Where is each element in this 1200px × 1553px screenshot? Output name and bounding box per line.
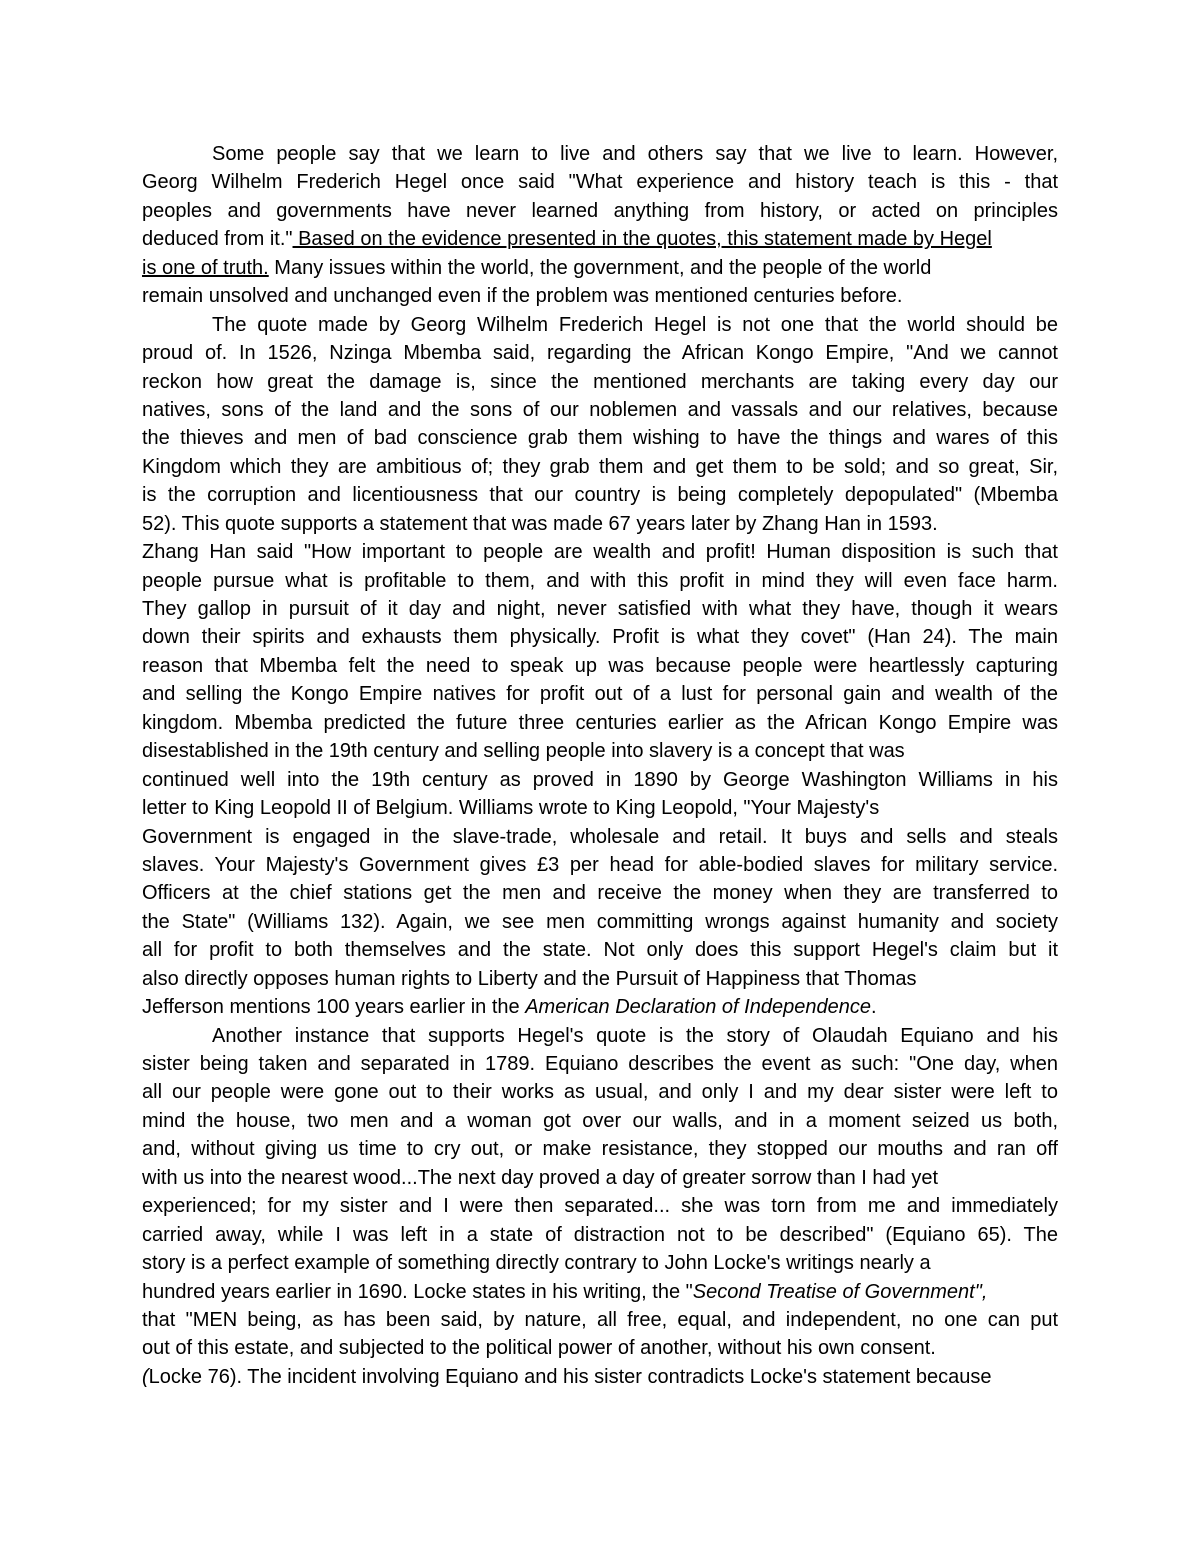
text-line: [142, 368, 1058, 396]
text-line: [142, 680, 1058, 708]
text-run: reckon how great the damage is, since the mentioned merchants are taking every day our: [142, 370, 1058, 393]
text-line: [142, 879, 1058, 907]
text-run: natives, sons of the land and the sons of our noblemen and vassals and our relatives, because: [142, 398, 1058, 421]
text-line: [142, 652, 1058, 680]
text-run: They gallop in pursuit of it day and night, never satisfied with what they have, though it wears: [142, 598, 1058, 620]
text-line: [142, 1022, 1058, 1050]
text-run: Zhang Han said "How important to people are wealth and profit! Human disposition is such that: [142, 541, 1058, 564]
text-run: down their spirits and exhausts them physically. Profit is what they covet" (Han 24). The main: [142, 626, 1058, 649]
text-run: kingdom. Mbemba predicted the future three centuries earlier as the African Kongo Empire was: [142, 711, 1058, 734]
text-run: people pursue what is profitable to them, and with this profit in mind they will even face harm.: [142, 569, 1058, 592]
text-run: experienced; for my sister and I were then separated... she was torn from me and immediately: [142, 1195, 1058, 1218]
text-line: [142, 538, 1058, 566]
text-line: [142, 1050, 1058, 1078]
text-line: [142, 282, 1058, 310]
text-line: [142, 1221, 1058, 1249]
text-run: 52). This quote supports a statement that was made 67 years later by Zhang Han in 1593.: [142, 512, 938, 535]
text-line: [142, 794, 1058, 822]
text-run: out of this estate, and subjected to the political power of another, without his own consent.: [142, 1337, 936, 1360]
text-run: Government is engaged in the slave-trade, wholesale and retail. It buys and sells and steals: [142, 825, 1058, 848]
text-line: [142, 1306, 1058, 1334]
text-line: [142, 453, 1058, 481]
text-run: Jefferson mentions 100 years earlier in the: [142, 996, 526, 1019]
text-run: Locke 76). The incident involving Equiano and his sister contradicts Locke's statement because: [148, 1365, 992, 1388]
text-run: .: [870, 996, 877, 1019]
text-run: that "MEN being, as has been said, by nature, all free, equal, and independent, no one can put: [142, 1308, 1058, 1331]
text-run: and selling the Kongo Empire natives for profit out of a lust for personal gain and wealth of the: [142, 683, 1058, 706]
text-run: Some people say that we learn to live and others say that we live to learn. However,: [212, 143, 1058, 165]
text-run: and, without giving us time to cry out, or make resistance, they stopped our mouths and ran off: [142, 1138, 1058, 1161]
text-line: [142, 1334, 1058, 1362]
text-line: [142, 168, 1058, 196]
text-run: Kingdom which they are ambitious of; they grab them and get them to be sold; and so great, Sir,: [142, 455, 1058, 478]
text-line: [142, 1107, 1058, 1135]
text-line: [142, 339, 1058, 367]
text-line: [142, 936, 1058, 964]
text-run: with us into the nearest wood...The next day proved a day of greater sorrow than I had yet: [142, 1166, 939, 1189]
text-run: hundred years earlier in 1690. Locke states in his writing, the ": [142, 1280, 693, 1303]
text-run: all our people were gone out to their works as usual, and only I and my dear sister were left to: [142, 1081, 1058, 1104]
text-line: [142, 424, 1058, 452]
text-run: story is a perfect example of something directly contrary to John Locke's writings nearly a: [142, 1252, 931, 1275]
text-run: The quote made by Georg Wilhelm Frederich Hegel is not one that the world should be: [212, 313, 1058, 336]
text-run: reason that Mbemba felt the need to speak up was because people were heartlessly capturing: [142, 654, 1058, 677]
text-line: [142, 1249, 1058, 1277]
text-line: [142, 1135, 1058, 1163]
text-run: continued well into the 19th century as proved in 1890 by George Washington Williams in his: [142, 768, 1058, 791]
text-line: [142, 197, 1058, 225]
text-run: all for profit to both themselves and the state. Not only does this support Hegel's claim but it: [142, 939, 1058, 962]
text-run: mind the house, two men and a woman got over our walls, and in a moment seized us both,: [142, 1109, 1058, 1132]
italic-title: American Declaration of Independence: [525, 996, 871, 1019]
text-run: also directly opposes human rights to Liberty and the Pursuit of Happiness that Thomas: [142, 967, 917, 990]
text-run: Georg Wilhelm Frederich Hegel once said "What experience and history teach is this - that: [142, 171, 1058, 194]
text-line: [142, 993, 1058, 1021]
text-line: [142, 481, 1058, 509]
text-run: proud of. In 1526, Nzinga Mbemba said, regarding the African Kongo Empire, "And we cannot: [142, 342, 1058, 365]
text-line: [142, 623, 1058, 651]
text-line: [142, 140, 1058, 168]
text-line: [142, 851, 1058, 879]
text-run: letter to King Leopold II of Belgium. Williams wrote to King Leopold, "Your Majesty's: [142, 797, 880, 820]
essay-body: [142, 140, 1058, 1391]
thesis-underlined: Based on the evidence presented in the quotes, this statement made by Hegel: [292, 228, 992, 251]
text-run: slaves. Your Majesty's Government gives £3 per head for able-bodied slaves for military service.: [142, 853, 1058, 876]
text-line: [142, 1164, 1058, 1192]
text-run: Another instance that supports Hegel's quote is the story of Olaudah Equiano and his: [212, 1024, 1058, 1047]
text-run: the State" (Williams 132). Again, we see men committing wrongs against humanity and society: [142, 910, 1058, 933]
text-line: [142, 311, 1058, 339]
text-line: [142, 965, 1058, 993]
text-run: carried away, while I was left in a state of distraction not to be described" (Equiano 65). The: [142, 1223, 1058, 1246]
text-line: [142, 567, 1058, 595]
text-run: deduced from it.": [142, 228, 293, 251]
text-line: [142, 823, 1058, 851]
text-run: Many issues within the world, the government, and the people of the world: [268, 256, 932, 279]
thesis-underlined: is one of truth.: [142, 256, 269, 279]
italic-title: Second Treatise of Government",: [692, 1280, 988, 1303]
text-line: [142, 396, 1058, 424]
text-run: the thieves and men of bad conscience grab them wishing to have the things and wares of this: [142, 427, 1058, 450]
text-run: (: [142, 1365, 149, 1388]
text-run: sister being taken and separated in 1789. Equiano describes the event as such: "One day, when: [142, 1053, 1058, 1075]
text-run: disestablished in the 19th century and selling people into slavery is a concept that was: [142, 740, 905, 763]
text-run: peoples and governments have never learned anything from history, or acted on principles: [142, 199, 1058, 222]
text-line: [142, 595, 1058, 623]
text-run: is the corruption and licentiousness that our country is being completely depopulated" (Mbemba: [142, 484, 1058, 507]
text-line: [142, 1363, 1058, 1391]
text-line: [142, 908, 1058, 936]
text-line: [142, 737, 1058, 765]
text-line: [142, 1278, 1058, 1306]
text-line: [142, 254, 1058, 282]
text-line: [142, 766, 1058, 794]
text-line: [142, 709, 1058, 737]
text-line: [142, 225, 1058, 253]
text-line: [142, 510, 1058, 538]
text-line: [142, 1192, 1058, 1220]
text-run: remain unsolved and unchanged even if the problem was mentioned centuries before.: [142, 285, 903, 308]
text-line: [142, 1078, 1058, 1106]
text-run: Officers at the chief stations get the men and receive the money when they are transferred to: [142, 882, 1058, 905]
